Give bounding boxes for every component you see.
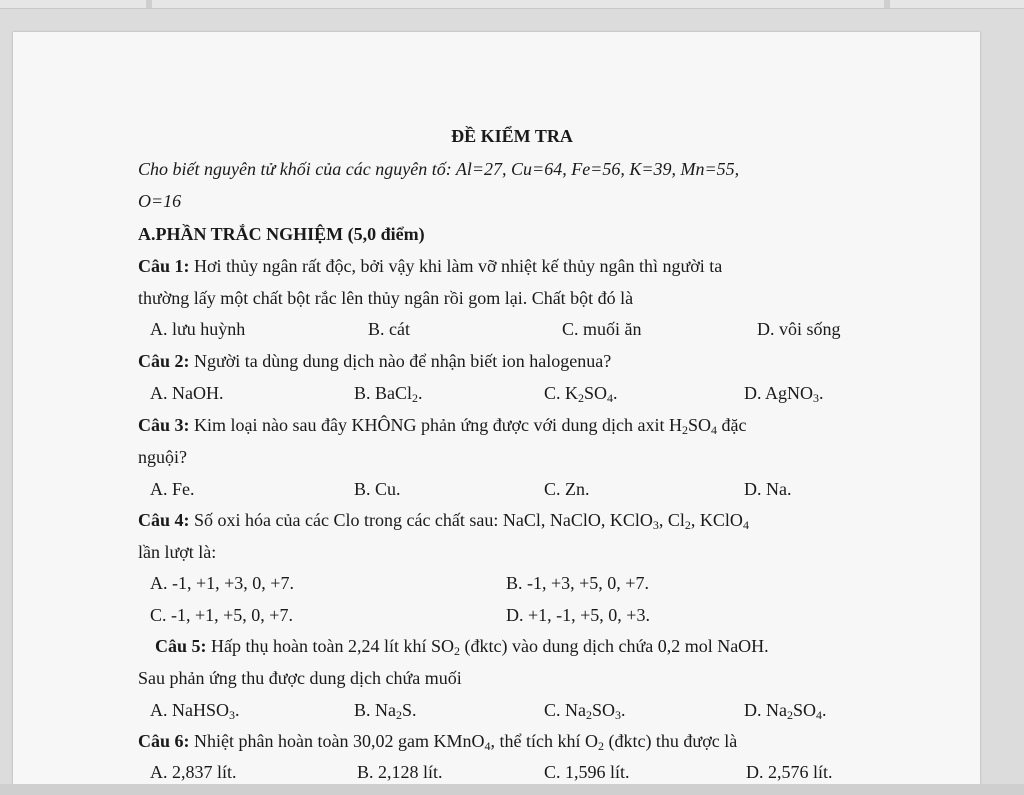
bottom-scroll-area[interactable]: [0, 784, 1024, 795]
document-title: ĐỀ KIỂM TRA: [451, 126, 573, 146]
q3-option-a: A. Fe.: [150, 479, 195, 499]
top-ruler: [0, 0, 1024, 9]
ruler-right-marker[interactable]: [884, 0, 890, 8]
q1-option-c: C. muối ăn: [562, 319, 642, 339]
q2-option-c: C. $K_2SO_4$.: [544, 383, 618, 405]
question-1-line-1: Câu 1: Hơi thủy ngân rất độc, bởi vậy khi làm vỡ nhiệt kế thủy ngân thì người ta: [138, 256, 723, 276]
q5-option-b: B. $Na_2S$.: [354, 700, 417, 722]
q2-option-b: B. BaCl$_2$.: [354, 383, 423, 405]
question-6-line-1: Câu 6: Nhiệt phân hoàn toàn 30,02 gam KMnO$_4$, thể tích khí $O_2$ (đktc) thu được là: [138, 731, 738, 753]
intro-line-2: O=16: [138, 191, 182, 211]
question-3-line-1: Câu 3: Kim loại nào sau đây KHÔNG phản ứng được với dung dịch axit $H_2SO_4$ đặc: [138, 415, 747, 437]
question-2-label: Câu 2:: [138, 351, 190, 371]
question-1-line-2: thường lấy một chất bột rắc lên thủy ngân rồi gom lại. Chất bột đó là: [138, 288, 634, 308]
q4-option-b: B. -1, +3, +5, 0, +7.: [506, 573, 649, 593]
question-5-line-1: Câu 5: Hấp thụ hoàn toàn 2,24 lít khí $SO_2$ (đktc) vào dung dịch chứa 0,2 mol NaOH.: [155, 636, 769, 658]
question-4-label: Câu 4:: [138, 510, 190, 530]
q6-option-a: A. 2,837 lít.: [150, 762, 237, 782]
q4-option-a: A. -1, +1, +3, 0, +7.: [150, 573, 294, 593]
q3-option-b: B. Cu.: [354, 479, 401, 499]
ruler-indent-marker[interactable]: [146, 0, 152, 8]
question-4-line-2: lần lượt là:: [138, 542, 217, 562]
section-a-heading: A.PHẦN TRẮC NGHIỆM (5,0 điểm): [138, 224, 425, 244]
q4-option-c: C. -1, +1, +5, 0, +7.: [150, 605, 293, 625]
q6-option-b: B. 2,128 lít.: [357, 762, 443, 782]
question-5-label: Câu 5:: [155, 636, 207, 656]
q6-option-c: C. 1,596 lít.: [544, 762, 630, 782]
q1-option-a: A. lưu huỳnh: [150, 319, 246, 339]
q1-option-d: D. vôi sống: [757, 319, 841, 339]
question-6-label: Câu 6:: [138, 731, 190, 751]
q4-option-d: D. +1, -1, +5, 0, +3.: [506, 605, 650, 625]
q5-option-a: A. NaHSO$_3$.: [150, 700, 240, 722]
question-5-line-2: Sau phản ứng thu được dung dịch chứa muối: [138, 668, 462, 688]
q5-option-c: C. $Na_2SO_3$.: [544, 700, 626, 722]
question-4-line-1: Câu 4: Số oxi hóa của các Clo trong các chất sau: NaCl, NaClO, KClO$_3$, $Cl_2$, KClO$_4$: [138, 510, 749, 532]
q1-option-b: B. cát: [368, 319, 410, 339]
question-3-line-2: nguội?: [138, 447, 187, 467]
question-2-line-1: Câu 2: Người ta dùng dung dịch nào để nhận biết ion halogenua?: [138, 351, 612, 371]
q5-option-d: D. $Na_2SO_4$.: [744, 700, 827, 722]
q3-option-d: D. Na.: [744, 479, 792, 499]
question-3-label: Câu 3:: [138, 415, 190, 435]
q6-option-d: D. 2,576 lít.: [746, 762, 833, 782]
q3-option-c: C. Zn.: [544, 479, 590, 499]
q2-option-d: D. AgNO$_3$.: [744, 383, 824, 405]
intro-line-1: Cho biết nguyên tử khối của các nguyên tố: Al=27, Cu=64, Fe=56, K=39, Mn=55,: [138, 159, 740, 179]
q2-option-a: A. NaOH.: [150, 383, 224, 403]
question-1-label: Câu 1:: [138, 256, 190, 276]
